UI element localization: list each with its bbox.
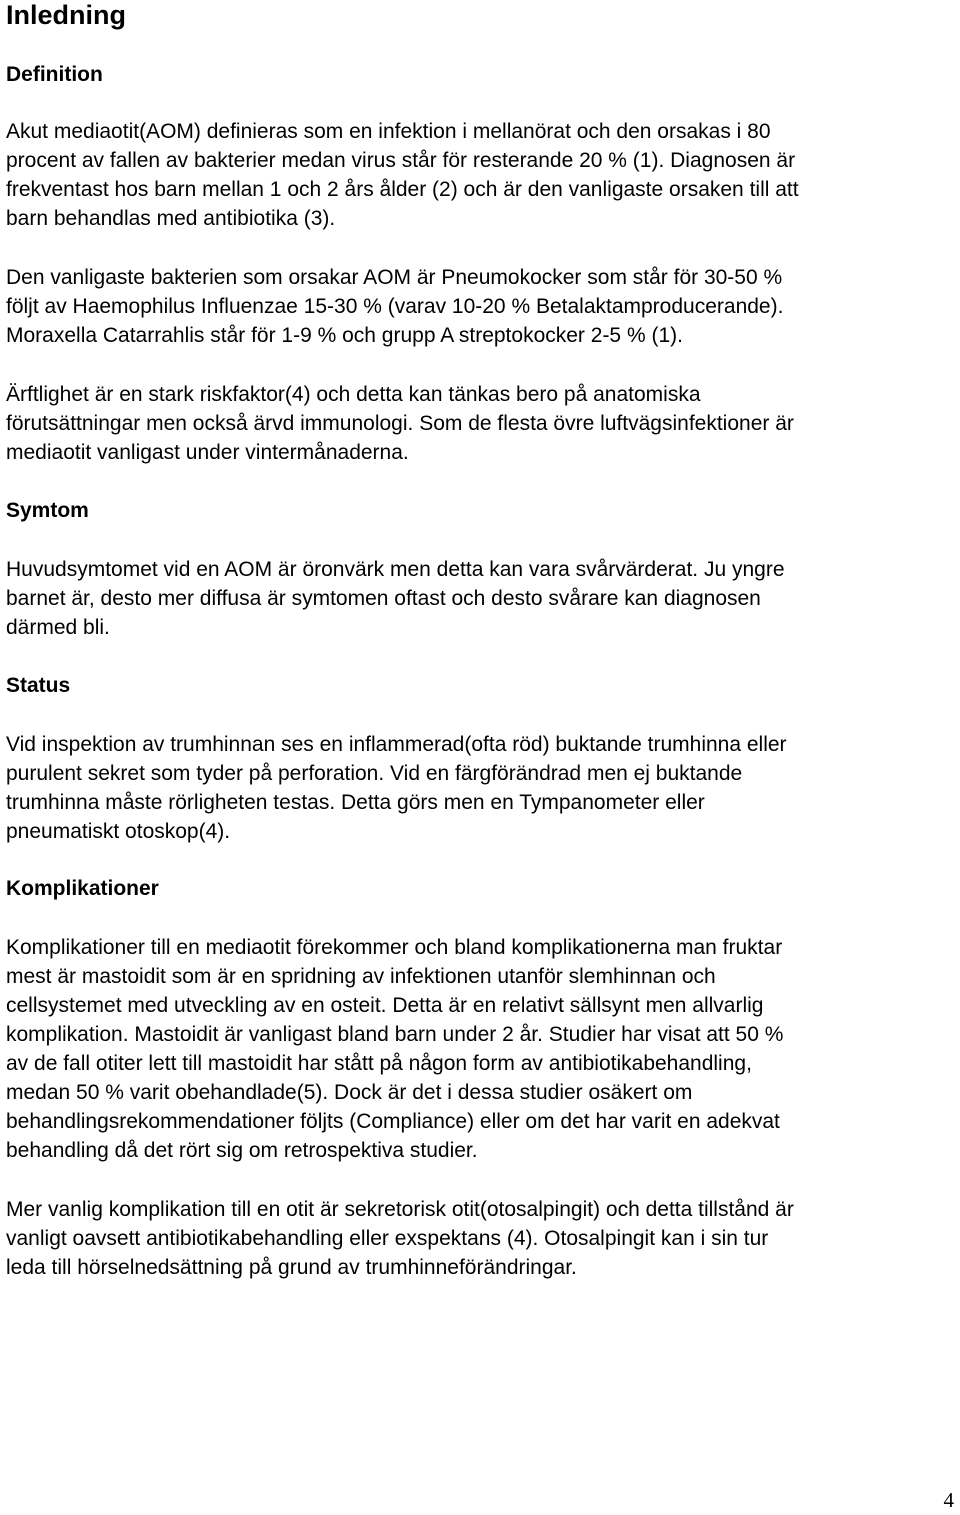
komplikationer-paragraph-1 [6,933,954,1165]
definition-paragraph-2 [6,263,954,350]
text-line: barnet är, desto mer diffusa är symtomen oftast och desto svårare kan diagnosen [6,587,761,610]
text-line: behandling då det rört sig om retrospektiva studier. [6,1139,478,1162]
text-line: Ärftlighet är en stark riskfaktor(4) och detta kan tänkas bero på anatomiska [6,383,701,406]
page-title: Inledning [6,0,126,30]
section-heading-symtom: Symtom [6,499,89,522]
text-line: Moraxella Catarrahlis står för 1-9 % och grupp A streptokocker 2-5 % (1). [6,324,683,347]
text-line: mediaotit vanligast under vintermånaderna. [6,441,409,464]
text-line: leda till hörselnedsättning på grund av trumhinneförändringar. [6,1256,577,1279]
text-line: behandlingsrekommendationer följts (Compliance) eller om det har varit en adekvat [6,1110,780,1133]
text-line: följt av Haemophilus Influenzae 15-30 % (varav 10-20 % Betalaktamproducerande). [6,295,784,318]
definition-paragraph-1 [6,117,954,233]
section-heading-status: Status [6,674,71,697]
text-line: Den vanligaste bakterien som orsakar AOM är Pneumokocker som står för 30-50 % [6,266,783,289]
text-line: Vid inspektion av trumhinnan ses en inflammerad(ofta röd) buktande trumhinna eller [6,733,787,756]
text-line: mest är mastoidit som är en spridning av infektionen utanför slemhinnan och [6,965,716,988]
text-line: pneumatiskt otoskop(4). [6,820,231,843]
text-line: komplikation. Mastoidit är vanligast bland barn under 2 år. Studier har visat att 50 % [6,1023,784,1046]
text-line: förutsättningar men också ärvd immunologi. Som de flesta övre luftvägsinfektioner är [6,412,794,435]
status-paragraph-1 [6,730,954,846]
symtom-paragraph-1 [6,555,954,642]
section-heading-komplikationer: Komplikationer [6,877,159,900]
text-line: frekventast hos barn mellan 1 och 2 års ålder (2) och är den vanligaste orsaken till att [6,178,799,201]
text-line: cellsystemet med utveckling av en osteit. Detta är en relativt sällsynt men allvarlig [6,994,764,1017]
text-line: Komplikationer till en mediaotit förekommer och bland komplikationerna man fruktar [6,936,783,959]
text-line: Huvudsymtomet vid en AOM är öronvärk men detta kan vara svårvärderat. Ju yngre [6,558,785,581]
text-line: vanligt oavsett antibiotikabehandling eller exspektans (4). Otosalpingit kan i sin tur [6,1227,769,1250]
text-line: Mer vanlig komplikation till en otit är sekretorisk otit(otosalpingit) och detta tillstånd är [6,1198,794,1221]
section-heading-definition: Definition [6,63,103,86]
text-line: av de fall otiter lett till mastoidit har stått på någon form av antibiotikabehandling, [6,1052,752,1075]
text-line: procent av fallen av bakterier medan virus står för resterande 20 % (1). Diagnosen är [6,149,796,172]
definition-paragraph-3 [6,380,954,467]
text-line: därmed bli. [6,616,110,639]
text-line: purulent sekret som tyder på perforation. Vid en färgförändrad men ej buktande [6,762,743,785]
text-line: medan 50 % varit obehandlade(5). Dock är det i dessa studier osäkert om [6,1081,693,1104]
komplikationer-paragraph-2 [6,1195,954,1282]
text-line: trumhinna måste rörligheten testas. Detta görs men en Tympanometer eller [6,791,705,814]
page-number: 4 [943,1488,954,1512]
text-line: barn behandlas med antibiotika (3). [6,207,336,230]
text-line: Akut mediaotit(AOM) definieras som en infektion i mellanörat och den orsakas i 80 [6,120,771,143]
